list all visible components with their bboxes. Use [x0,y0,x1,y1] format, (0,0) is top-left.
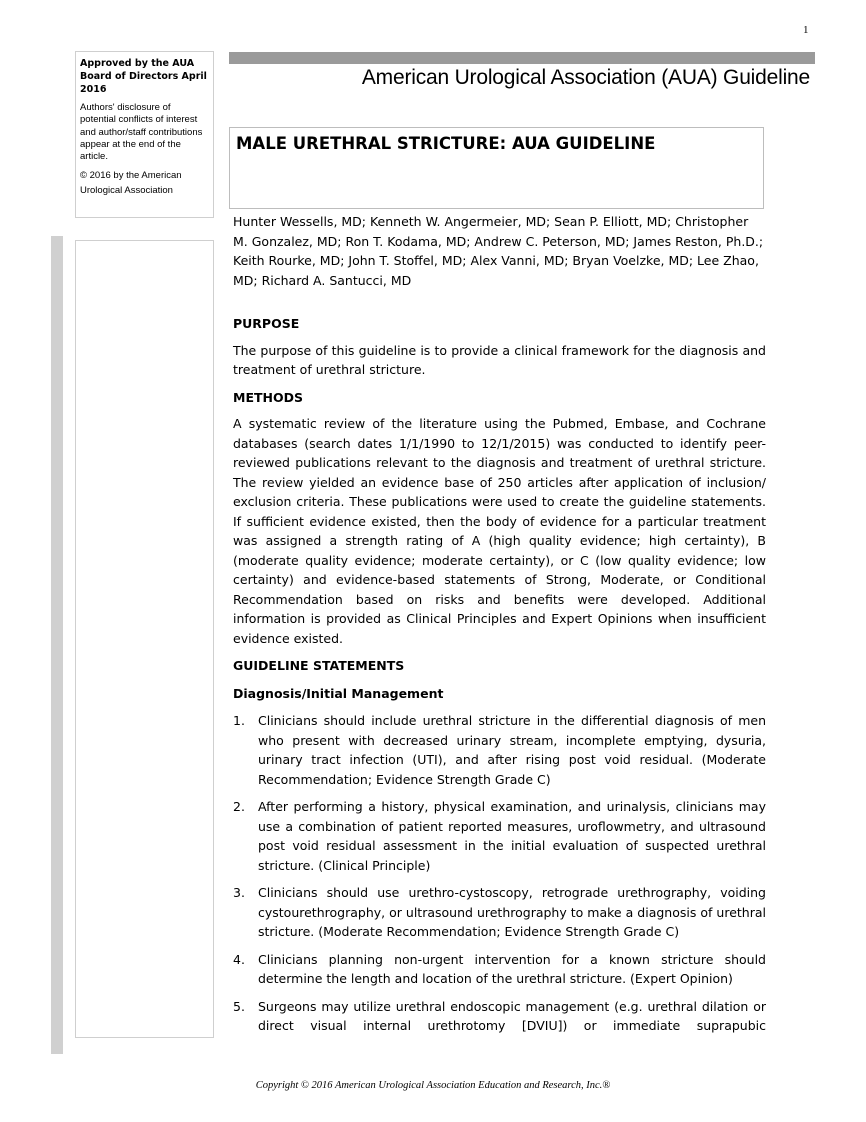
purpose-text: The purpose of this guideline is to provide a clinical framework for the diagnosis and treatment of urethral stricture. [233,342,766,377]
guideline-statements-heading: GUIDELINE STATEMENTS [233,658,405,673]
methods-text: A systematic review of the literature using the Pubmed, Embase, and Cochrane databases (search dates 1/1/1990 to 12/1/2015) was conducted to identify peer-reviewed publications relevant to the diagnosis and treatment of urethral stricture. The review yielded an evidence base of 250 articles after application of inclusion/ exclusion criteria. These publications were used to create the guideline statements. If sufficient evidence existed, then the body of evidence for a particular treatment was assigned a strength rating of A (high quality evidence; high certainty), B (moderate quality evidence; moderate certainty), or C (low quality evidence; low certainty) and evidence-based statements of Strong, Moderate, or Conditional Recommendation based on risks and benefits were developed. Additional information is provided as Clinical Principles and Expert Opinions when insufficient evidence existed. [233,416,766,646]
statement-text: After performing a history, physical examination, and urinalysis, clinicians may use a combination of patient reported measures, uroflowmetry, and ultrasound post void residual assessment in the initial evaluation of suspected urethral stricture. (Clinical Principle) [258,799,766,873]
guideline-statement-list [233,711,766,1036]
main-content [233,212,766,1044]
statement-number: 2. [233,799,245,814]
footer-copyright: Copyright © 2016 American Urological Association Education and Research, Inc.® [255,1080,611,1091]
statement-number: 4. [233,951,245,967]
statement-text: Clinicians planning non-urgent intervention for a known stricture should determine the length and location of the urethral stricture. (Expert Opinion) [258,951,766,986]
statement-number: 5. [233,998,245,1014]
guideline-statement [233,883,766,942]
sidebar-copyright: © 2016 by the American Urological Association [80,170,182,197]
statement-number: 3. [233,885,245,900]
purpose-heading: PURPOSE [233,316,300,331]
statement-number: 1. [233,713,245,728]
sidebar-gray-bar [51,236,63,1054]
author-list: Hunter Wessells, MD; Kenneth W. Angermeier, MD; Sean P. Elliott, MD; Christopher M. Gonzalez, MD; Ron T. Kodama, MD; Andrew C. Peterson, MD; James Reston, Ph.D.; Keith Rourke, MD; John T. Stoffel, MD; Alex Vanni, MD; Bryan Voelzke, MD; Lee Zhao, MD; Richard A. Santucci, MD [233,214,764,288]
guideline-statement [233,711,766,789]
methods-heading: METHODS [233,389,303,405]
title-box [229,127,764,209]
disclosure-note: Authors' disclosure of potential conflicts of interest and author/staff contributions appear at the end of the article. [80,102,203,163]
statement-text: Clinicians should include urethral stricture in the differential diagnosis of men who present with decreased urinary stream, incomplete emptying, dysuria, urinary tract infection (UTI), and after rising post void residual. (Moderate Recommendation; Evidence Strength Grade C) [258,713,766,787]
sidebar-empty-box [75,240,214,1038]
guideline-statement [233,950,766,989]
guideline-statement [233,997,766,1036]
approval-sidebar-box [75,51,214,218]
statement-text: Surgeons may utilize urethral endoscopic management (e.g. urethral dilation or direct visual internal urethrotomy [DVIU]) or immediate suprapubic [258,998,766,1033]
guideline-header: American Urological Association (AUA) Guideline [361,66,810,89]
header-rule [229,52,815,64]
diagnosis-subheading: Diagnosis/Initial Management [233,685,444,701]
document-title: MALE URETHRAL STRICTURE: AUA GUIDELINE [236,134,656,153]
guideline-statement [233,797,766,875]
statement-text: Clinicians should use urethro-cystoscopy, retrograde urethrography, voiding cystourethrography, or ultrasound urethrography to make a diagnosis of urethral stricture. (Moderate Recommendation; Evidence Strength Grade C) [258,885,766,939]
page-number: 1 [803,24,809,36]
approval-statement: Approved by the AUA Board of Directors April 2016 [80,58,207,95]
